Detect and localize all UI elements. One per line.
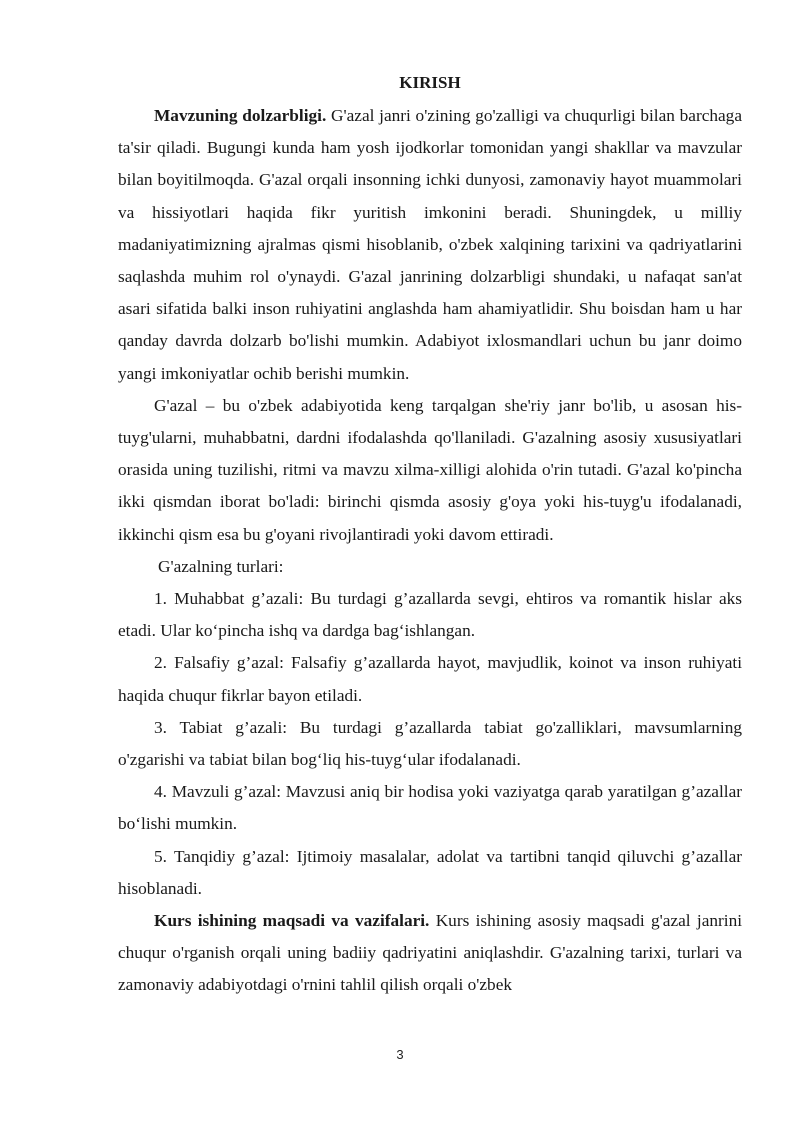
- goals-heading: Kurs ishining maqsadi va vazifalari.: [154, 911, 430, 931]
- types-heading: G'azalning turlari:: [158, 556, 284, 576]
- type-item-4: 4. Mavzuli g’azal: Mavzusi aniq bir hodisa yoki vaziyatga qarab yaratilgan g’azallar bo‘lishi mumkin.: [118, 782, 742, 834]
- intro-paragraph: G'azal – bu o'zbek adabiyotida keng tarqalgan she'riy janr bo'lib, u asosan his-tuyg'ularni, muhabbatni, dardni ifodalashda qo'llaniladi. G'azalning asosiy xususiyatlari orasida uning tuzilishi, ritmi va mavzu xilma-xilligi alohida o'rin tutadi. G'azal ko'pincha ikki qismdan iborat bo'ladi: birinchi qismda asosiy g'oya yoki his-tuyg'u ifodalanadi, ikkinchi qism esa bu g'oyani rivojlantiradi yoki davom ettiradi.: [118, 395, 742, 544]
- relevance-heading: Mavzuning dolzarbligi.: [154, 106, 327, 125]
- goals-text: Kurs ishining asosiy maqsadi g'azal janrini chuqur o'rganish orqali uning badiiy qadriyatini aniqlashdir. G'azalning tarixi, turlari va zamonaviy adabiyotdagi o'rnini tahlil qilish orqali o'zbek: [118, 911, 743, 995]
- type-item-2: 2. Falsafiy g’azal: Falsafiy g’azallarda hayot, mavjudlik, koinot va inson ruhiyati haqida chuqur fikrlar bayon etiladi.: [118, 653, 742, 705]
- page-number: 3: [396, 1047, 404, 1062]
- relevance-text: G'azal janri o'zining go'zalligi va chuqurligi bilan barchaga ta'sir qiladi. Bugungi kunda ham yosh ijodkorlar tomonidan yangi shakllar va mavzular bilan boyitilmoqda. G'azal orqali insonning ichki dunyosi, zamonaviy hayot muammolari va hissiyotlari haqida fikr yuritish imkonini beradi. Shuningdek, u milliy madaniyatimizning ajralmas qismi hisoblanib, o'zbek xalqining tarixini va qadriyatlarini saqlashda muhim rol o'ynaydi. G'azal janrining dolzarbligi shundaki, u nafaqat san'at asari sifatida balki inson ruhiyatini anglashda ham ahamiyatlidir. Shu boisdan ham u har qanday davrda dolzarb bo'lishi mumkin. Adabiyot ixlosmandlari uchun bu janr doimo yangi imkoniyatlar ochib berishi mumkin.: [118, 106, 742, 383]
- section-title: KIRISH: [399, 73, 461, 92]
- type-item-1: 1. Muhabbat g’azali: Bu turdagi g’azallarda sevgi, ehtiros va romantik hislar aks etadi. Ular ko‘pincha ishq va dardga bag‘ishlangan.: [118, 589, 742, 641]
- document-page: [118, 72, 742, 1002]
- type-item-5: 5. Tanqidiy g’azal: Ijtimoiy masalalar, adolat va tartibni tanqid qiluvchi g’azallar hisoblanadi.: [118, 846, 742, 898]
- goals-paragraph: [118, 905, 742, 1002]
- type-item-3: 3. Tabiat g’azali: Bu turdagi g’azallarda tabiat go'zalliklari, mavsumlarning o'zgarishi va tabiat bilan bog‘liq his-tuyg‘ular ifodalanadi.: [118, 717, 742, 770]
- relevance-paragraph: [118, 100, 742, 390]
